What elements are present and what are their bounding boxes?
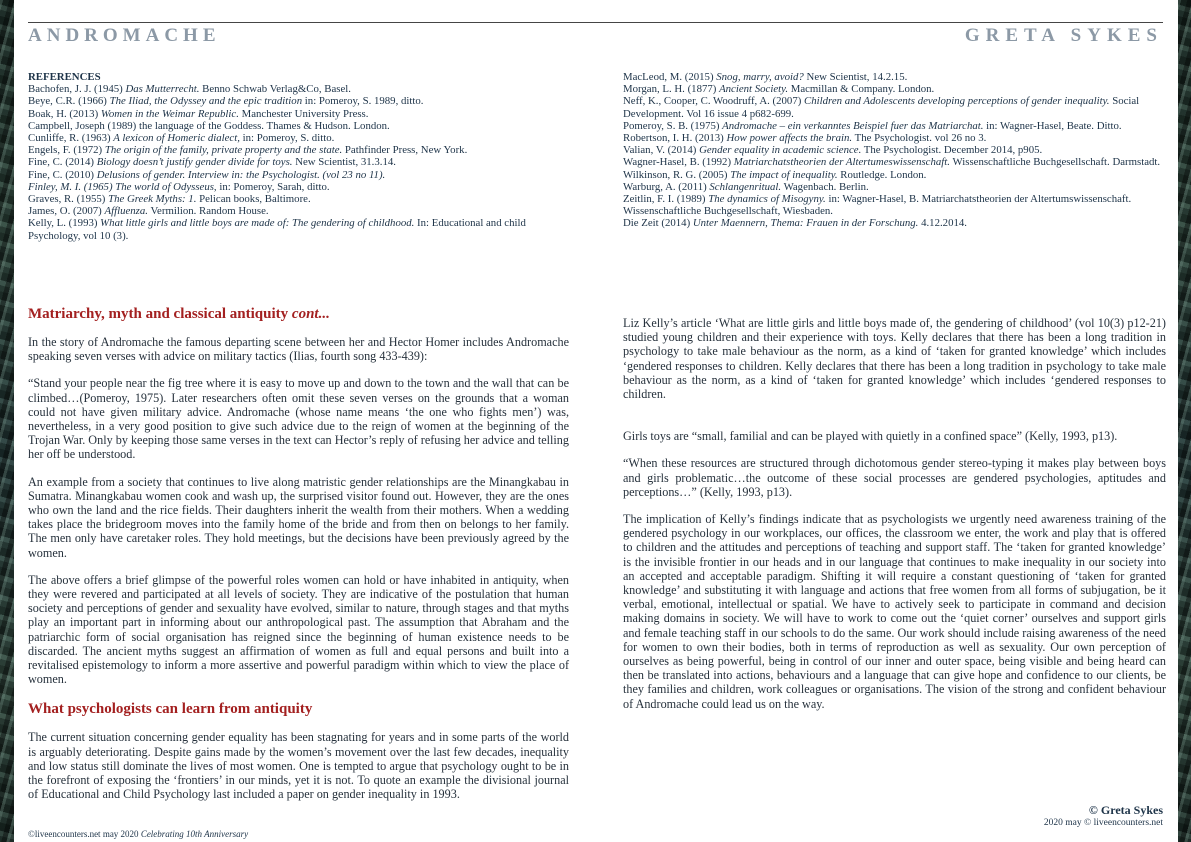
left-photo-strip [0,0,14,842]
reference-entry [28,108,576,120]
text: Pathfinder Press, New York. [342,144,468,157]
text: Morgan, L. H. (1877) [623,83,720,96]
article-column-left [28,306,569,801]
italic-text: Finley, M. I. (1965) The world of Odysseus, [28,180,217,193]
article-paragraph [28,475,569,560]
text: Engels, F. (1972) [28,144,105,157]
section-heading [28,306,569,323]
text: Wissenschaftliche Buchgesellschaft. Darmstadt. [949,156,1161,169]
text: Valian, V. (2014) [623,144,700,157]
article-paragraph [623,512,1166,711]
references-list-left [28,83,576,242]
reference-entry [28,217,576,241]
text: The implication of Kelly’s findings indicate that as psychologists we urgently need awareness training of the gendered psychology in our workplaces, our offices, the classroom we enter, the work and play that is offered to children and the attitudes and perceptions of teaching and support staff. The ‘taken for granted knowledge’ is the invisible frontier in our heads and in our language that continues to make inequality in our society into an accepted and acceptable paradigm. Shifting it will require a constant questioning of ‘taken for granted knowledge’ and substituting it with language and actions that free women from all forms of subjugation, be it verbal, emotional, intellectual or spatial. We have to actively seek to participate in command and decision making domains in society. We will have to work to come out the ‘quiet corner’ ourselves and support girls and female teaching staff in our schools to do the same. Our work should include raising awareness of the need for women to own their bodies, both in terms of reproduction as well as sexuality. Our own perception of ourselves as being powerful, being in control of our inner and outer space, being visible and being heard can then be translated into actions, behaviours and a language that can give hope and confidence to our clients, be they families and children, work colleagues or organisations. The vision of the strong and confident behaviour of Andromache could lead us on the way. [623,512,1166,711]
reference-entry [28,120,576,132]
references-title: REFERENCES [28,71,101,83]
references-column-left [28,71,576,242]
italic-text: The impact of inequality. [730,168,838,181]
text: What psychologists can learn from antiquity [28,701,313,718]
article-paragraph [28,376,569,461]
reference-entry [623,181,1171,193]
italic-text: Das Mutterrecht. [125,83,200,96]
text: “Stand your people near the fig tree where it is easy to move up and down to the town and the wall that can be climbed…(Pomeroy, 1975). Later researchers often omit these seven verses on the grounds that a woman could not have given military advice. Andromache (whose name means ‘the one who fights men’) was, nevertheless, in a very good position to give such advice due to the reign of women at the beginning of the Trojan War. Only by keeping those same verses in the text can Hector’s reply of refusing her advice and telling her off be understood. [28,376,569,462]
italic-text: Celebrating 10th Anniversary [140,829,249,839]
text: New Scientist, 14.2.15. [803,71,908,83]
italic-text: The origin of the family, private property and the state. [104,144,343,157]
text: Macmillan & Company. London. [788,83,935,96]
article-paragraph [28,730,569,801]
text: Beye, C.R. (1966) [28,95,110,108]
italic-text: cont... [291,306,330,322]
text: MacLeod, M. (2015) [623,71,717,83]
italic-text: Women in the Weimar Republic. [100,107,239,120]
text: Fine, C. (2014) [28,156,97,169]
italic-text: Gender equality in academic science. [699,144,862,157]
text: Boak, H. (2013) [28,107,101,120]
references-column-right [623,71,1171,230]
text: New Scientist, 31.3.14. [292,156,396,169]
italic-text: Schlangenritual. [709,180,782,193]
text: Girls toys are “small, familial and can be played with quietly in a confined space” (Kelly, 1993, p13). [623,429,1118,444]
text: Die Zeit (2014) [623,217,693,230]
reference-entry [28,205,576,217]
italic-text: Unter Maennern, Thema: Frauen in der Forschung. [692,217,919,230]
text: Fine, C. (2010) [28,168,97,181]
text: Vermilion. Random House. [147,205,269,218]
italic-text: How power affects the brain. [726,132,853,145]
article-paragraph [623,456,1166,499]
text: Routledge. London. [837,168,927,181]
right-photo-strip [1178,0,1191,842]
text: Robertson, I. H. (2013) [623,132,727,145]
references-list-right [623,71,1171,230]
text: “When these resources are structured through dichotomous gender stereo-typing it makes play between boys and girls problematic…the outcome of these social processes are gendered psychologies, aptitudes and perceptions…” (Kelly, 1993, p13). [623,456,1166,499]
reference-entry [623,95,1171,119]
italic-text: Ancient Society. [719,83,789,96]
text: in: Wagner-Hasel, Beate. Ditto. [983,119,1122,132]
text: in: Pomeroy, S. 1989, ditto. [302,95,424,108]
page-title-andromache: ANDROMACHE [28,25,221,46]
text: in: Pomeroy, S. ditto. [239,132,335,145]
reference-entry [623,169,1171,181]
italic-text: A lexicon of Homeric dialect, [113,132,240,145]
italic-text: Children and Adolescents developing perceptions of gender inequality. [804,95,1110,108]
text: Social Development. Vol 16 issue 4 p682-699. [623,95,1140,120]
reference-entry [28,144,576,156]
text: Benno Schwab Verlag&Co, Basel. [199,83,351,96]
text: In: Educational and child Psychology, vol 10 (3). [28,217,526,242]
reference-entry [28,193,576,205]
text: Zeitlin, F. I. (1989) [623,193,709,206]
text: James, O. (2007) [28,205,105,218]
text: The Psychologist. vol 26 no 3. [852,132,987,145]
article-paragraph [623,429,1166,443]
text: The Psychologist. December 2014, p905. [861,144,1043,157]
text: in: Wagner-Hasel, B. Matriarchatstheorien der Altertumswissenschaft. Wissenschaftliche Buchgesellschaft, Wiesbaden. [623,193,1132,218]
text: In the story of Andromache the famous departing scene between her and Hector Homer includes Andromache speaking seven verses with advice on military tactics (Ilias, fourth song 433-439): [28,335,569,364]
italic-text: Affluenza. [104,205,148,218]
italic-text: Biology doesn’t justify gender divide for toys. [96,156,293,169]
text: Wagenbach. Berlin. [781,180,869,193]
reference-entry [623,217,1171,229]
text: Bachofen, J. J. (1945) [28,83,126,96]
text: Graves, R. (1955) [28,193,109,206]
reference-entry [623,71,1171,83]
text: An example from a society that continues to live along matristic gender relationships are the Minangkabau in Sumatra. Minangkabau women cook and wash up, the surprised visitor found out. However, they are the ones who own the land and the rice fields. Their daughters inherit the wealth from their mothers. When a wedding takes place the bridegroom moves into the family home of the bride and from then on belongs to her family. The men only have caretaker roles. They hold meetings, but the decisions have been previously agreed by the women. [28,474,569,560]
reference-entry [623,83,1171,95]
footer-author-credit [1044,803,1163,829]
header-rule [28,22,1163,23]
reference-entry [623,193,1171,217]
reference-entry [28,156,576,168]
page-title-author: GRETA SYKES [964,25,1163,46]
italic-text: What little girls and little boys are made of: The gendering of childhood. [100,217,415,230]
text: Wagner-Hasel, B. (1992) [623,156,734,169]
italic-text: Matriarchatstheorien der Altertumeswissenschaft. [733,156,950,169]
text: Matriarchy, myth and classical antiquity [28,306,292,322]
italic-text: Delusions of gender. Interview in: the Psychologist. (vol 23 no 11). [96,168,386,181]
section-heading [28,701,569,718]
text: Manchester University Press. [238,107,369,120]
text: Campbell, Joseph (1989) the language of the Goddess. Thames & Hudson. London. [28,119,390,132]
article-paragraph [28,335,569,363]
text: Kelly, L. (1993) [28,217,101,230]
reference-entry [28,132,576,144]
reference-entry [623,144,1171,156]
text: The current situation concerning gender equality has been stagnating for years and in some parts of the world is arguably deteriorating. Despite gains made by the women’s movement over the last few decades, inequality and low status still dominate the lives of most women. One is tempted to argue that psychology ought to be in the forefront of exposing the ‘frontiers’ in our minds, yet it is not. To quote an example the divisional journal of Educational and Child Psychology last included a paper on gender inequality in 1993. [28,730,569,802]
text: Warburg, A. (2011) [623,180,710,193]
text: ©liveencounters.net may 2020 [28,829,141,839]
reference-entry [28,181,576,193]
article-column-right [623,316,1166,711]
reference-entry [28,95,576,107]
text: Neff, K., Cooper, C. Woodruff, A. (2007) [623,95,805,108]
text: in: Pomeroy, Sarah, ditto. [216,180,330,193]
text: Pelican books, Baltimore. [196,193,311,206]
reference-entry [28,169,576,181]
italic-text: The dynamics of Misogyny. [708,193,826,206]
text: The above offers a brief glimpse of the powerful roles women can hold or have inhabited in antiquity, when they were revered and participated at all levels of society. They are indicative of the postulation that human society and perceptions of gender and sexuality have evolved, similar to nature, through stages and that myths play an important part in informing about our anthropological past. The assumption that Abraham and the patriarchic form of social organisation has reigned since the beginning of human existence needs to be discarded. The ancient myths suggest an affirmation of women as full and equal persons and built into a revitalised epistemology to inform a more assertive and powerful paradigm within which to view the place of women. [28,572,569,687]
footer-publisher-note [28,829,248,839]
reference-entry [28,83,576,95]
text: Wilkinson, R. G. (2005) [623,168,731,181]
text: Liz Kelly’s article ‘What are little girls and little boys made of, the gendering of childhood’ (vol 10(3) p12-21) studied young children and their experience with toys. Kelly declares that there has been a long tradition in psychology to take male behaviour as the norm, as a kind of ‘taken for granted knowledge’ which includes ‘gendered responses to children. Kelly declares that there has been a long tradition in psychology to take male behaviour as the norm, as a kind of ‘taken for granted knowledge’ which includes ‘gendered responses to children. [623,316,1166,402]
reference-entry [623,120,1171,132]
italic-text: The Greek Myths: 1. [108,193,197,206]
footer-site-credit: 2020 may © liveencounters.net [1043,818,1163,828]
italic-text: The Iliad, the Odyssey and the epic tradition [109,95,303,108]
footer-author-name: © Greta Sykes [1088,803,1163,817]
article-paragraph [28,573,569,687]
italic-text: Andromache – ein verkanntes Beispiel fuer das Matriarchat. [722,119,984,132]
text: Pomeroy, S. B. (1975) [623,119,723,132]
reference-entry [623,132,1171,144]
italic-text: Snog, marry, avoid? [716,71,804,83]
article-paragraph [623,316,1166,401]
text: Cunliffe, R. (1963) [28,132,114,145]
reference-entry [623,156,1171,168]
text: 4.12.2014. [918,217,967,230]
